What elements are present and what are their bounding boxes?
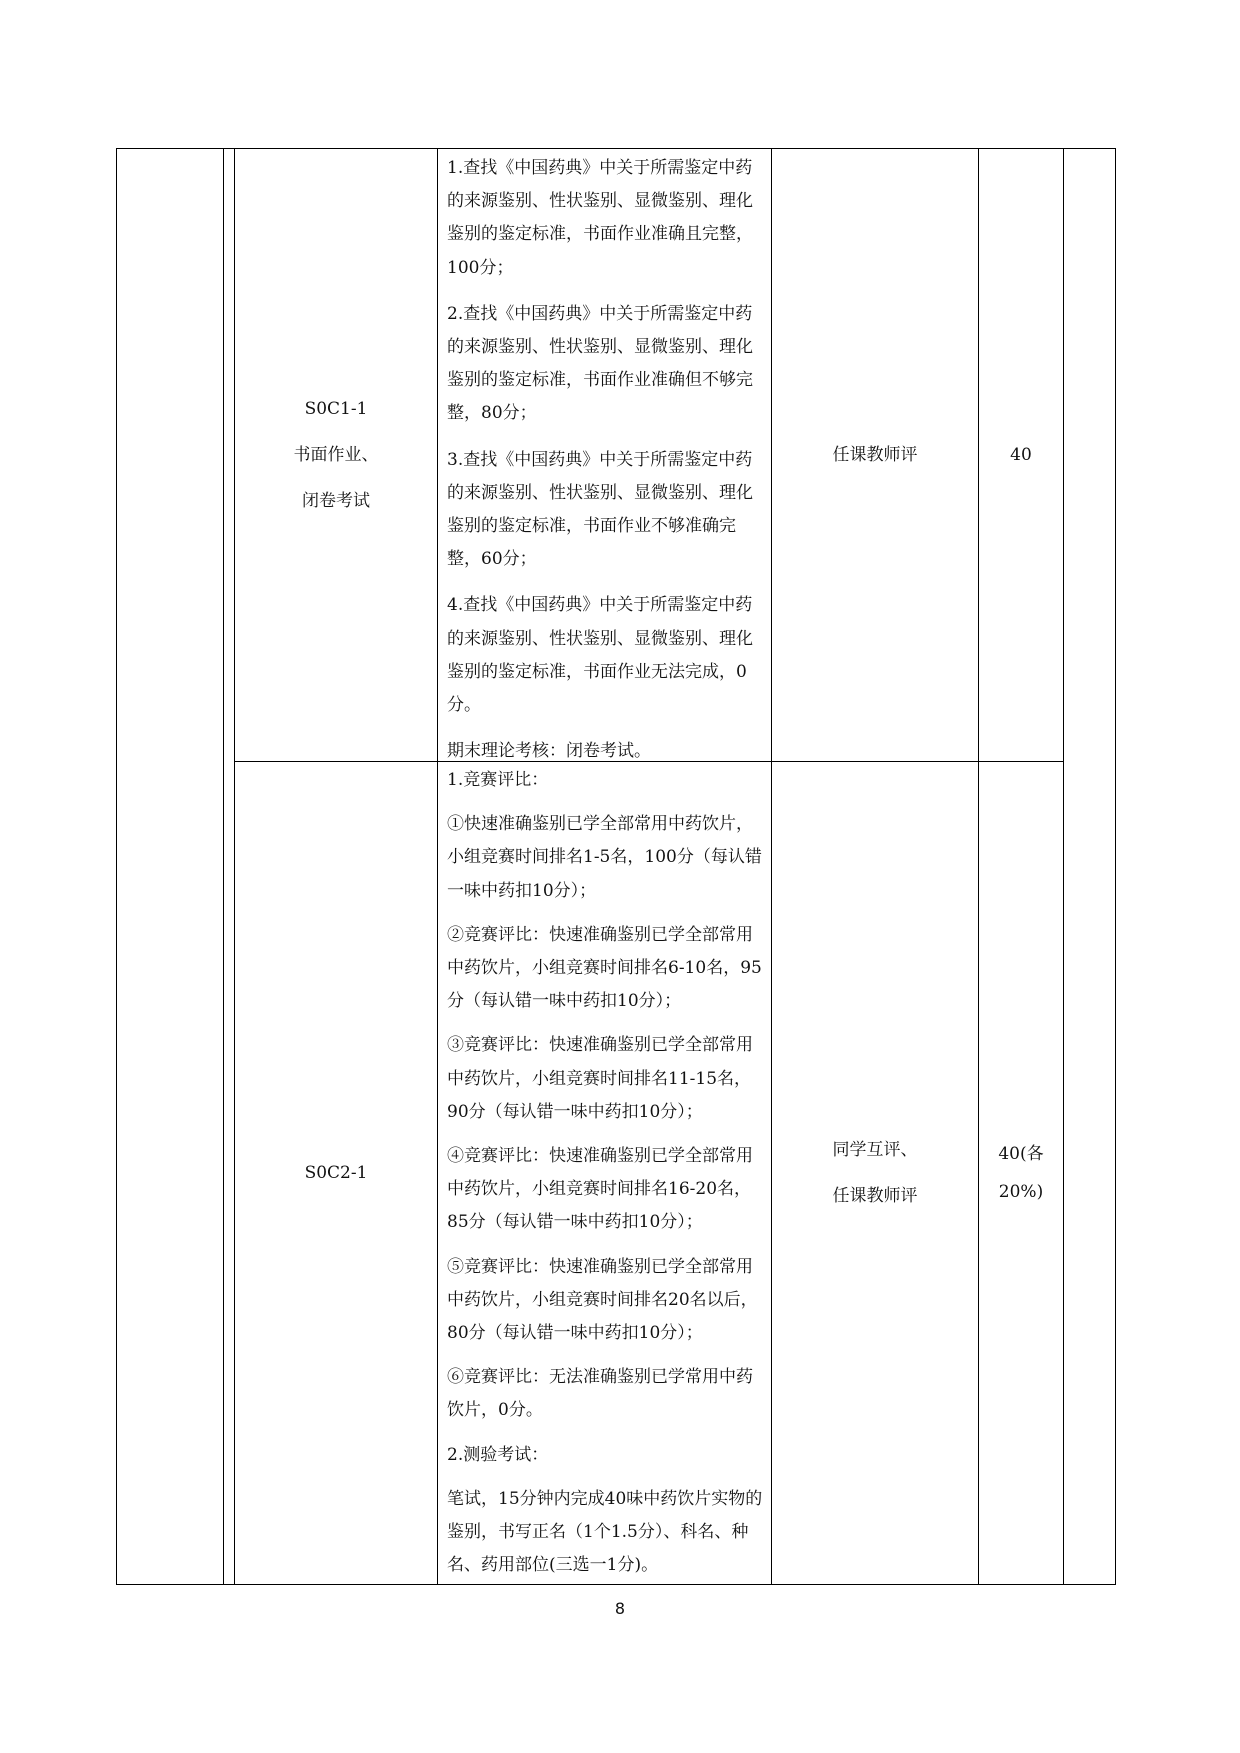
row1-criteria-item: 2.查找《中国药典》中关于所需鉴定中药的来源鉴别、性状鉴别、显微鉴别、理化鉴别的鉴定标准，书面作业准确但不够完整，80分； [447,303,753,424]
row2-criteria-item: ⑤竞赛评比：快速准确鉴别已学全部常用中药饮片，小组竞赛时间排名20名以后，80分（每认错一味中药扣10分）； [447,1256,758,1344]
col-border-outer-right [1115,148,1116,1585]
row2-criteria-item: ⑥竞赛评比：无法准确鉴别已学常用中药饮片，0分。 [447,1367,753,1421]
row2-weight-line-1: 40(各 [998,1144,1044,1164]
row2-criteria-cell [447,764,763,1582]
col-border-2 [223,148,224,1585]
row2-criteria-item: 2.测验考试： [447,1444,549,1465]
col-border-7 [1063,148,1064,1585]
row1-criteria-cell [447,152,763,768]
row2-weight-line-2: 20%) [998,1182,1044,1202]
row2-evaluator-line-2: 任课教师评 [832,1186,918,1206]
col-border-4 [437,148,438,1585]
table-bottom-border [116,1584,1116,1585]
page-number: 8 [614,1599,626,1618]
row1-target-cell [235,149,437,761]
row1-criteria-item: 期末理论考核：闭卷考试。 [447,741,651,762]
row2-target-cell [235,762,437,1584]
row1-weight-line-1: 40 [1010,445,1032,465]
row1-weight-cell [979,149,1063,761]
col-border-outer-left [116,148,117,1585]
row1-target-line-2: 书面作业、 [293,445,379,465]
row2-criteria-item: 笔试，15分钟内完成40味中药饮片实物的鉴别，书写正名（1个1.5分）、科名、种名、药用部位(三选一1分)。 [447,1488,763,1576]
row2-evaluator-cell [772,762,978,1584]
row2-criteria-item: ④竞赛评比：快速准确鉴别已学全部常用中药饮片，小组竞赛时间排名16-20名，85分（每认错一味中药扣10分）； [447,1146,753,1233]
row2-weight-cell [979,762,1063,1584]
row1-evaluator-line-1: 任课教师评 [832,445,918,465]
row2-criteria-item: ②竞赛评比：快速准确鉴别已学全部常用中药饮片，小组竞赛时间排名6-10名，95分（每认错一味中药扣10分）； [447,924,762,1012]
row2-target-line-1: S0C2-1 [304,1163,368,1183]
row1-evaluator-cell [772,149,978,761]
row1-target-line-1: S0C1-1 [304,399,368,419]
row1-criteria-item: 3.查找《中国药典》中关于所需鉴定中药的来源鉴别、性状鉴别、显微鉴别、理化鉴别的鉴定标准，书面作业不够准确完整，60分； [447,449,753,570]
row1-criteria-item: 1.查找《中国药典》中关于所需鉴定中药的来源鉴别、性状鉴别、显微鉴别、理化鉴别的鉴定标准，书面作业准确且完整，100分； [447,158,753,278]
row2-criteria-item: 1.竞赛评比： [447,770,549,790]
row2-evaluator-line-1: 同学互评、 [832,1140,918,1160]
row2-criteria-item: ③竞赛评比：快速准确鉴别已学全部常用中药饮片，小组竞赛时间排名11-15名，90分（每认错一味中药扣10分）； [447,1035,753,1122]
row1-criteria-item: 4.查找《中国药典》中关于所需鉴定中药的来源鉴别、性状鉴别、显微鉴别、理化鉴别的鉴定标准，书面作业无法完成，0分。 [447,595,753,716]
row1-target-line-3: 闭卷考试 [302,491,370,511]
row2-criteria-item: ①快速准确鉴别已学全部常用中药饮片，小组竞赛时间排名1-5名，100分（每认错一味中药扣10分）； [447,814,762,901]
